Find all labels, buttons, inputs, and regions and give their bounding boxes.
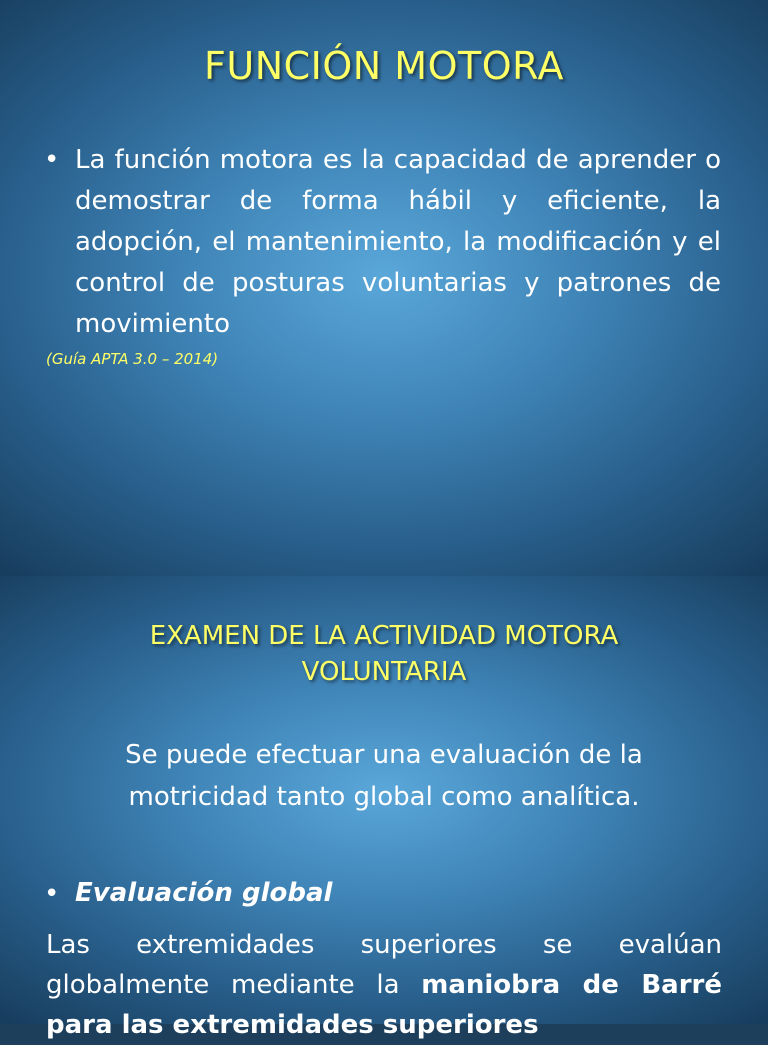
bullet-icon: • — [44, 145, 60, 175]
body-line2-bold: maniobra de Barré — [421, 970, 723, 1000]
body-line2-start: globalmente mediante la — [46, 970, 422, 1000]
intro-line1: Se puede efectuar una evaluación de la — [125, 740, 643, 770]
slide-title: FUNCIÓN MOTORA — [204, 44, 564, 88]
body-line3: para las extremidades superiores — [46, 1010, 539, 1040]
citation: (Guía APTA 3.0 – 2014) — [46, 350, 219, 368]
definition-text: La función motora es la capacidad de aprender o demostrar de forma hábil y eficiente, la adopción, el mantenimiento, la modificación y el control de posturas voluntarias y patrones de movimiento — [75, 145, 721, 339]
body-line1: Las extremidades superiores se evalúan — [46, 930, 722, 960]
slide-title-line1: EXAMEN DE LA ACTIVIDAD MOTORA — [149, 621, 619, 651]
section-heading: Evaluación global — [75, 878, 333, 908]
slide-title-line2: VOLUNTARIA — [301, 657, 467, 687]
slide-examen-actividad-motora — [0, 576, 768, 1040]
bullet-icon: • — [44, 879, 60, 909]
intro-line2: motricidad tanto global como analítica. — [128, 782, 640, 812]
body-line2 — [46, 965, 722, 1005]
